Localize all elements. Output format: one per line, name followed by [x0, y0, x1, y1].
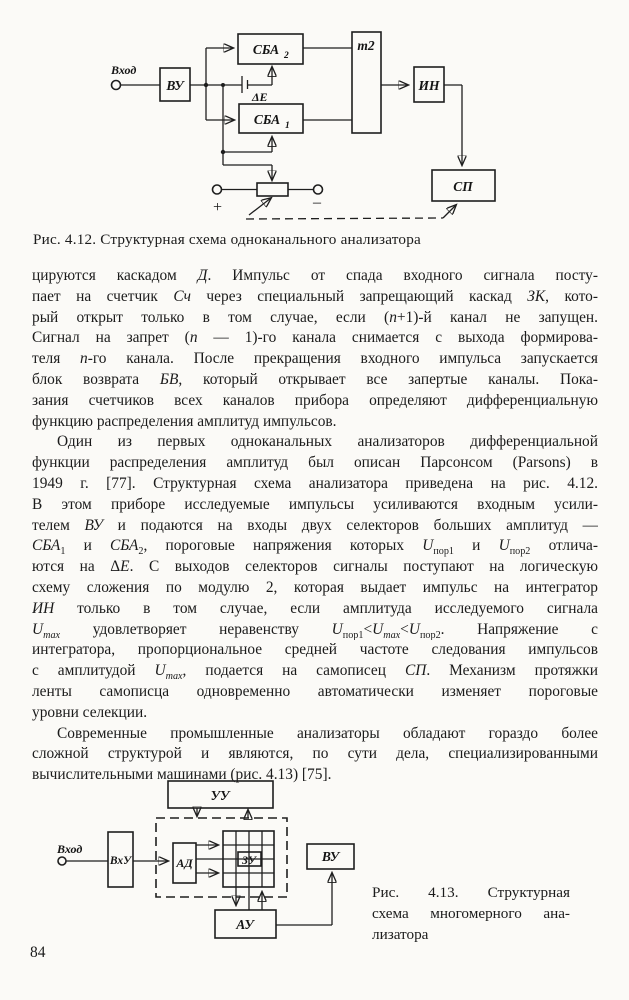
text-line: сложной структурой и являются, по сути дела, специализированными [32, 745, 598, 763]
text-line: теля n-го канала. После прекращения входного импульса запускается [32, 350, 598, 368]
text-line: уровни селекции. [32, 703, 148, 721]
text-line: пает на счетчик Сч через специальный запрещающий каскад ЗК, кото- [32, 287, 598, 305]
text-line: ИН только в том случае, если амплитуда исследуемого сигнала [32, 599, 598, 617]
text-line: блок возврата БВ, который открывает все запертые каналы. Пока- [32, 370, 598, 388]
minus-terminal [314, 185, 323, 194]
text-line: зания счетчиков всех каналов прибора определяют дифференциальную [32, 391, 598, 409]
plus-sign: + [212, 199, 223, 216]
text-line: интегратора, пропорциональное средней частоте следования импульсов [32, 641, 598, 659]
block-au-label: АУ [236, 917, 254, 932]
block-sba2-label: СБА [252, 42, 280, 57]
wiper-arrow [249, 198, 271, 215]
text-line: Один из первых одноканальных анализаторов дифференциальной [57, 433, 598, 451]
caption-line: лизатора [372, 926, 429, 943]
block-ad-label: АД [176, 856, 193, 870]
mechanical-link [246, 218, 443, 219]
fig-412-diagram [0, 0, 629, 230]
input-terminal [112, 81, 121, 90]
block-sba2-sub: 2 [284, 51, 289, 61]
input-terminal [58, 857, 66, 865]
text-line: телем ВУ и подаются на входы двух селекторов больших амплитуд — [32, 516, 598, 534]
fig-413-caption [372, 882, 570, 945]
fig-412-caption: Рис. 4.12. Структурная схема одноканального анализатора [33, 231, 421, 248]
caption-line: схема многомерного ана- [372, 905, 570, 922]
plus-terminal [213, 185, 222, 194]
page-number: 84 [30, 944, 46, 961]
delta-e-label: ΔЕ [252, 90, 268, 104]
block-m2-label: m2 [357, 38, 375, 53]
block-uu-label: УУ [210, 788, 230, 803]
block-sba1-label: СБА [253, 112, 281, 127]
text-line: $U_{max}$ удовлетворяет неравенству $U_{пор1}<U_{max}<U_{пор2}$. Напряжение с [32, 620, 598, 641]
body-text [32, 266, 598, 786]
caption-line: Рис. 4.13. Структурная [372, 884, 570, 901]
text-line: функции распределения амплитуд был описан Парсонсом (Parsons) в [32, 454, 598, 472]
block-sp-label: СП [453, 179, 473, 194]
potentiometer [257, 183, 288, 196]
block-zu-label: ЗУ [242, 855, 256, 867]
text-line: рый открыт только в том случае, если (n+1)-й канал не запущен. [32, 308, 598, 326]
text-line: вычислительными машинами (рис. 4.13) [75]. [32, 766, 332, 784]
fig412-input-label: Вход [111, 63, 137, 77]
text-line: схему сложения по модулю 2, которая выдает импульс на интегратор [32, 578, 598, 596]
text-line: цируются каскадом Д. Импульс от спада входного сигнала посту- [32, 267, 598, 284]
text-line: 1949 г. [77]. Структурная схема анализатора приведена на рис. 4.12. [32, 474, 598, 492]
text-line: В этом приборе исследуемые импульсы усиливаются входным усили- [32, 495, 598, 513]
text-line: Современные промышленные анализаторы обладают гораздо более [57, 724, 598, 742]
fig413-input-label: Вход [57, 842, 83, 856]
text-line: Сигнал на запрет (n — 1)-го канала снимается с выхода формирова- [32, 329, 598, 347]
text-line: $СБА_1$ и $СБА_2$, пороговые напряжения которых $U_{пор1}$ и $U_{пор2}$ отлича- [32, 537, 598, 558]
block-vu413-label: ВУ [321, 849, 340, 864]
text-line: ются на ΔЕ. С выходов селекторов сигналы поступают на логическую [32, 558, 598, 576]
text-line: ленты самописца одновременно автоматически изменяет пороговые [32, 682, 598, 700]
text-line: функцию распределения амплитуд импульсов. [32, 412, 337, 430]
block-vhu-label: ВхУ [109, 855, 132, 867]
block-sba1-sub: 1 [285, 121, 290, 131]
text-line: с амплитудой $U_{max}$, подается на самописец СП. Механизм протяжки [32, 662, 598, 682]
block-in-label: ИН [418, 78, 440, 93]
minus-sign: – [313, 194, 321, 211]
block-vu-label: ВУ [166, 78, 184, 93]
